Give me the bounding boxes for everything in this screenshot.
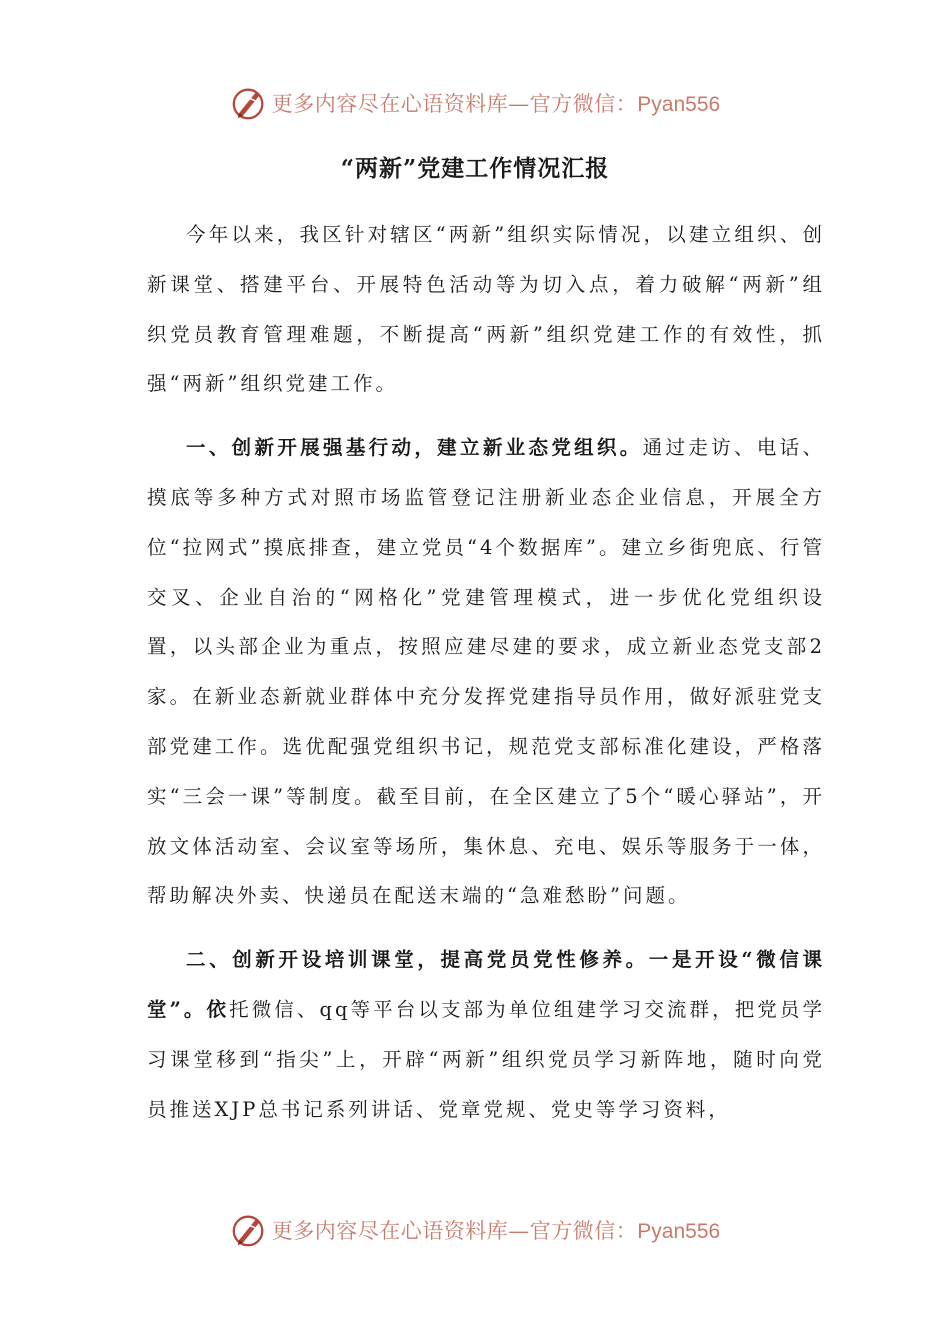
paragraph-text: 托微信、qq等平台以支部为单位组建学习交流群，把党员学习课堂移到“指尖”上，开辟“两新”组织党员学习新阵地，随时向党员推送XJP总书记系列讲话、党章党规、党史等学习资料， <box>147 997 825 1121</box>
banner-wechat-id: Pyan556 <box>637 93 721 116</box>
section-heading: 一、创新开展强基行动，建立新业态党组织。 <box>186 436 643 460</box>
paragraph-section-1 <box>147 423 825 921</box>
banner-text <box>272 88 720 118</box>
pen-logo-icon <box>230 84 268 122</box>
header-watermark-banner <box>0 80 950 126</box>
banner-slogan: 更多内容尽在心语资料库—官方微信： <box>271 1219 638 1243</box>
paragraph-intro <box>147 210 825 409</box>
section-heading: 二、创新开设培训课堂，提高党员党性修养。一是开设“微信课堂”。依 <box>147 948 825 1021</box>
banner-wechat-id: Pyan556 <box>637 1220 721 1243</box>
footer-watermark-banner <box>0 1207 950 1253</box>
banner-text <box>272 1215 720 1245</box>
paragraph-section-2 <box>147 935 825 1134</box>
paragraph-text: 今年以来，我区针对辖区“两新”组织实际情况，以建立组织、创新课堂、搭建平台、开展特色活动等为切入点，着力破解“两新”组织党员教育管理难题，不断提高“两新”组织党建工作的有效性，抓强“两新”组织党建工作。 <box>147 223 825 396</box>
document-body <box>147 210 825 1134</box>
pen-logo-icon <box>230 1211 268 1249</box>
banner-slogan: 更多内容尽在心语资料库—官方微信： <box>271 92 638 116</box>
paragraph-text: 通过走访、电话、摸底等多种方式对照市场监管登记注册新业态企业信息，开展全方位“拉网式”摸底排查，建立党员“4个数据库”。建立乡街兜底、行管交叉、企业自治的“网格化”党建管理模式，进一步优化党组织设置，以头部企业为重点，按照应建尽建的要求，成立新业态党支部2家。在新业态新就业群体中充分发挥党建指导员作用，做好派驻党支部党建工作。选优配强党组织书记，规范党支部标准化建设，严格落实“三会一课”等制度。截至目前，在全区建立了5个“暖心驿站”，开放文体活动室、会议室等场所，集休息、充电、娱乐等服务于一体，帮助解决外卖、快递员在配送末端的“急难愁盼”问题。 <box>147 436 825 908</box>
document-title: “两新”党建工作情况汇报 <box>340 155 610 182</box>
